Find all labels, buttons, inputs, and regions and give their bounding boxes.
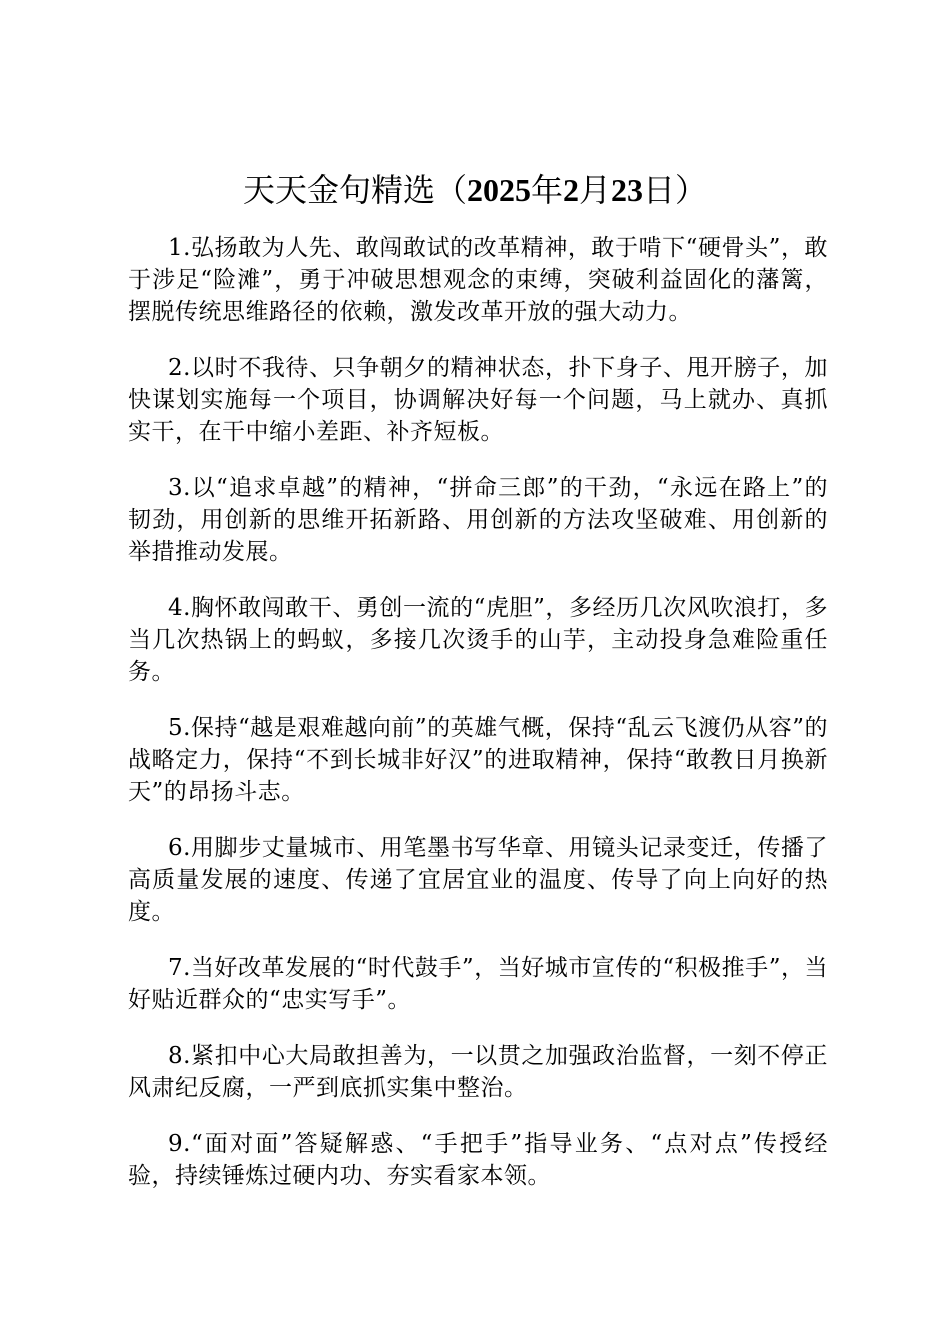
title-text-2: 年: [530, 171, 563, 209]
title-text-1: 天天金句精选（: [242, 171, 467, 209]
quote-item-1: 1.弘扬敢为人先、敢闯敢试的改革精神，敢于啃下“硬骨头”，敢于涉足“险滩”，勇于冲破思想观念的束缚，突破利益固化的藩篱，摆脱传统思维路径的依赖，激发改革开放的强大动力。: [128, 235, 828, 325]
quote-item-7: 7.当好改革发展的“时代鼓手”，当好城市宣传的“积极推手”，当好贴近群众的“忠实写手”。: [128, 955, 828, 1013]
title-day: 23: [611, 172, 644, 208]
quote-item-6: 6.用脚步丈量城市、用笔墨书写华章、用镜头记录变迁，传播了高质量发展的速度、传递了宜居宜业的温度、传导了向上向好的热度。: [128, 835, 828, 925]
quote-item-5: 5.保持“越是艰难越向前”的英雄气概，保持“乱云飞渡仍从容”的战略定力，保持“不到长城非好汉”的进取精神，保持“敢教日月换新天”的昂扬斗志。: [128, 715, 828, 805]
title-text-3: 月: [579, 171, 612, 209]
quote-item-8: 8.紧扣中心大局敢担善为，一以贯之加强政治监督，一刻不停正风肃纪反腐，一严到底抓实集中整治。: [128, 1043, 828, 1101]
quote-item-2: 2.以时不我待、只争朝夕的精神状态，扑下身子、甩开膀子，加快谋划实施每一个项目，协调解决好每一个问题，马上就办、真抓实干，在干中缩小差距、补齐短板。: [128, 355, 828, 445]
quote-list: [128, 232, 828, 1216]
page-title: [0, 168, 950, 212]
quote-item-4: 4.胸怀敢闯敢干、勇创一流的“虎胆”，多经历几次风吹浪打，多当几次热锅上的蚂蚁，多接几次烫手的山芋，主动投身急难险重任务。: [128, 595, 828, 685]
title-year: 2025: [466, 172, 531, 208]
title-text-4: 日）: [643, 171, 708, 209]
quote-item-3: 3.以“追求卓越”的精神，“拼命三郎”的干劲，“永远在路上”的韧劲，用创新的思维开拓新路、用创新的方法攻坚破难、用创新的举措推动发展。: [128, 475, 828, 565]
quote-item-9: 9.“面对面”答疑解惑、“手把手”指导业务、“点对点”传授经验，持续锤炼过硬内功、夯实看家本领。: [128, 1131, 828, 1189]
title-month: 2: [563, 172, 579, 208]
